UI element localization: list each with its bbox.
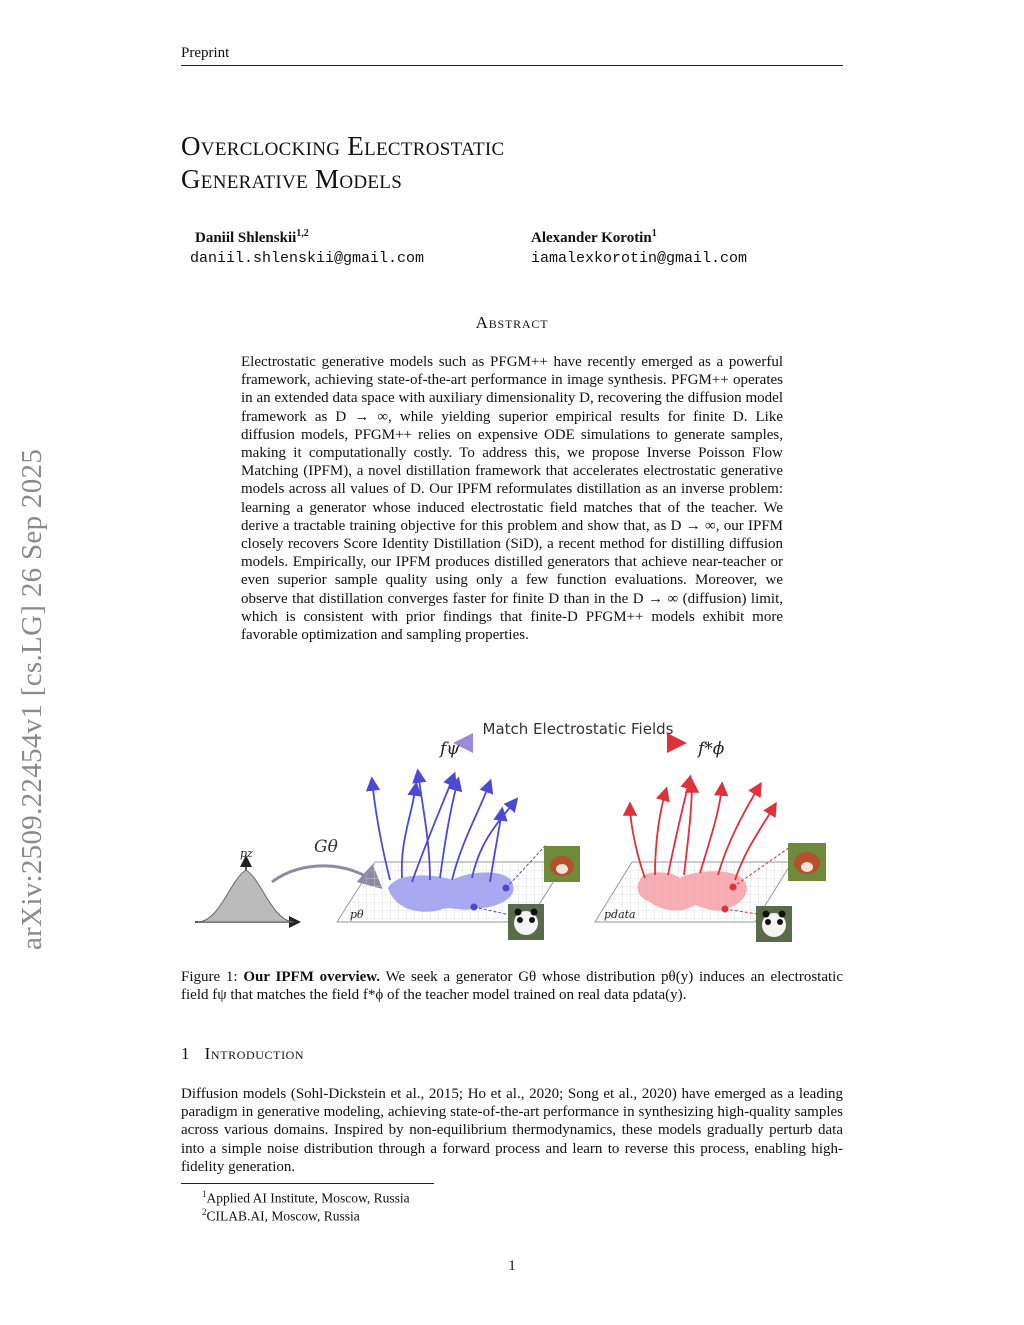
header-rule: [181, 65, 843, 66]
author-block-1: [190, 228, 424, 267]
section-number: 1: [181, 1044, 191, 1063]
author-affiliation: 1,2: [296, 228, 309, 239]
author-name: Alexander Korotin$^1$: [531, 228, 657, 246]
figure-caption: Figure 1: Our IPFM overview. We seek a generator Gθ whose distribution pθ(y) induces an electrostatic field fψ that matches the field f*ϕ of the teacher model trained on real data pdata(y).: [181, 969, 843, 1004]
caption-bold: Our IPFM overview.: [243, 969, 381, 985]
author-block-2: [531, 228, 747, 267]
introduction-paragraph: Diffusion models (Sohl-Dickstein et al., 2015; Ho et al., 2020; Song et al., 2020) have emerged as a leading paradigm in generative modeling, achieving state-of-the-art performance in synthesizing high-quality samples across various domains. Inspired by non-equilibrium thermodynamics, these models gradually perturb data into a simple noise distribution through a forward process and learn to reverse this process, enabling high-fidelity generation.: [181, 1086, 843, 1175]
label-f-psi: fψ: [440, 739, 460, 759]
panda-thumbnail: [756, 906, 792, 942]
banner-label: Match Electrostatic Fields: [482, 720, 674, 738]
page-number: 1: [508, 1258, 516, 1274]
title-line-2: Generative Models: [181, 164, 403, 194]
author-name: Daniil Shlenskii$^{1,2}$: [195, 228, 309, 246]
footnote-1: $^1$Applied AI Institute, Moscow, Russia: [202, 1189, 410, 1206]
author-email: iamalexkorotin@gmail.com: [531, 250, 748, 267]
label-g-theta: Gθ: [314, 837, 338, 857]
red-panda-thumbnail: [788, 843, 826, 881]
paper-title: [181, 130, 781, 196]
footnote-2: $^2$CILAB.AI, Moscow, Russia: [202, 1207, 360, 1224]
section-title: Introduction: [204, 1044, 305, 1063]
label-p-data: pdata: [604, 908, 636, 921]
running-header: Preprint: [181, 45, 230, 61]
arxiv-sidebar-stamp: arXiv:2509.22454v1 [cs.LG] 26 Sep 2025: [16, 448, 48, 950]
panda-thumbnail: [508, 904, 544, 940]
abstract-heading: Abstract: [475, 313, 549, 332]
label-p-theta: pθ: [350, 908, 364, 921]
title-line-1: Overclocking Electrostatic: [181, 131, 505, 161]
red-panda-thumbnail: [544, 846, 580, 882]
footnote-rule: [181, 1183, 434, 1184]
abstract-body: Electrostatic generative models such as PFGM++ have recently emerged as a powerful framework, achieving state-of-the-art performance in image synthesis. PFGM++ operates in an extended data space with auxiliary dimensionality D, recovering the diffusion model framework as D → ∞, while yielding superior empirical results for finite D. Like diffusion models, PFGM++ relies on expensive ODE simulations to generate samples, making it computationally costly. To address this, we propose Inverse Poisson Flow Matching (IPFM), a novel distillation framework that accelerates electrostatic generative models across all values of D. Our IPFM reformulates distillation as an inverse problem: learning a generator whose induced electrostatic field matches that of the teacher. We derive a tractable training objective for this problem and show that, as D → ∞, our IPFM closely recovers Score Identity Distillation (SiD), a recent method for distilling diffusion models. Empirically, our IPFM produces distilled generators that achieve near-teacher or even superior sample quality using only a few function evaluations. Moreover, we observe that distillation converges faster for finite D than in the D → ∞ (diffusion) limit, which is consistent with prior findings that finite-D PFGM++ models exhibit more favorable optimization and sampling properties.: [241, 354, 783, 644]
section-heading: [181, 1044, 304, 1064]
label-f-phi: f*ϕ: [698, 739, 725, 759]
label-pz: pz: [240, 847, 253, 860]
author-affiliation: 1: [651, 228, 657, 239]
author-email: daniil.shlenskii@gmail.com: [190, 250, 425, 267]
figure-ipfm-overview: [190, 710, 850, 960]
